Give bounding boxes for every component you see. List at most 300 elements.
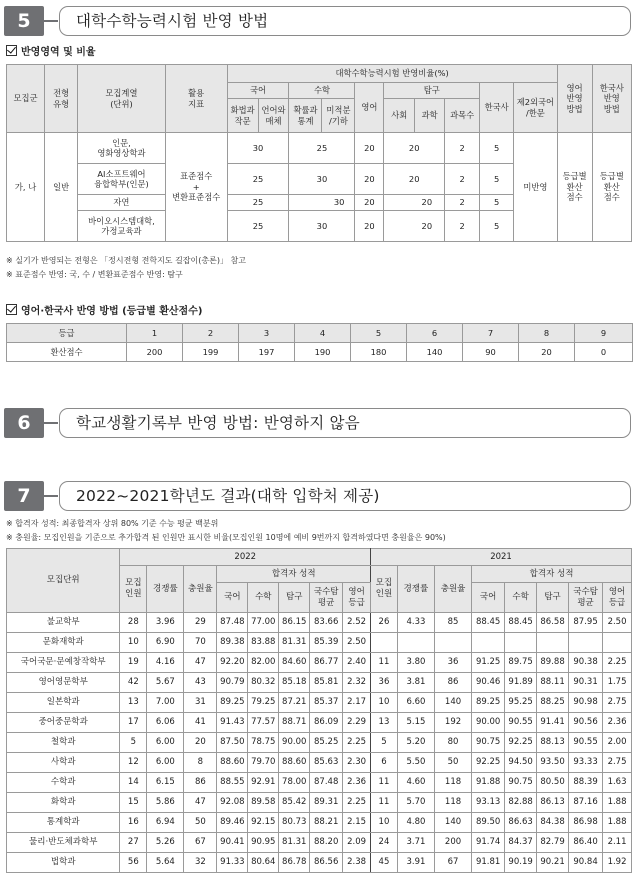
table-cell: 88.45 [472,613,505,633]
section-number: 7 [4,481,44,511]
table-cell: 2.75 [603,693,632,713]
table-cell: 92.08 [217,793,248,813]
table-cell: 90.38 [569,653,603,673]
table-cell: 6.60 [397,693,434,713]
header-year-2022: 2022 [120,549,371,566]
table-cell: 50 [184,813,217,833]
cell-english: 20 [355,164,384,195]
section-5-header [4,6,631,36]
results-table [6,548,632,873]
score-cell: 200 [127,343,183,362]
score-label: 환산점수 [7,343,127,362]
cell-major: 자연 [78,195,166,211]
table-cell: 87.16 [569,793,603,813]
table-cell: 85.63 [310,753,343,773]
table-cell: 2.29 [343,713,371,733]
header-ratio: 대학수학능력시험 반영비율(%) [227,65,557,83]
table-cell: 89.75 [505,653,537,673]
score-cell: 20 [519,343,575,362]
footnote: ※ 표준점수 반영: 국, 수 / 변환표준점수 반영: 탐구 [6,270,183,279]
header-recruit: 모집 인원 [371,566,398,613]
table-cell: 80.32 [248,673,279,693]
table-cell: 80.73 [279,813,310,833]
table-cell: 93.50 [537,753,569,773]
checkbox-icon [6,304,17,315]
table-cell: 86 [184,773,217,793]
table-cell: 47 [184,653,217,673]
table-cell: 47 [184,793,217,813]
cell-index: 표준점수 + 변환표준점수 [165,133,227,242]
header-math-2: 미적분 /기하 [322,99,355,133]
table-cell: 88.25 [537,693,569,713]
table-row [7,613,632,633]
table-cell: 36 [434,653,471,673]
table-cell: 77.00 [248,613,279,633]
grade-score-table [6,323,633,362]
table-cell: 85.25 [310,733,343,753]
grade-cell: 1 [127,324,183,343]
table-cell: 79.25 [248,693,279,713]
table-row [7,633,632,653]
table-cell: 90.41 [217,833,248,853]
table-cell: 85.42 [279,793,310,813]
unit-name: 영어영문학부 [7,673,120,693]
header-math: 수학 [289,83,355,99]
table-cell: 86.58 [537,613,569,633]
table-cell: 2.75 [603,753,632,773]
unit-name: 화학과 [7,793,120,813]
table-cell: 92.25 [505,733,537,753]
table-cell: 41 [184,713,217,733]
header-year-2021: 2021 [371,549,632,566]
table-cell: 1.75 [603,673,632,693]
table-cell: 83.88 [248,633,279,653]
table-cell: 92.91 [248,773,279,793]
table-cell: 10 [371,693,398,713]
header-english-grade: 영어 등급 [603,583,632,613]
footnote: ※ 실기가 반영되는 전형은 「정시전형 전학지도 길잡이(총론)」 참고 [6,256,246,265]
table-cell: 28 [120,613,147,633]
table-cell: 89.88 [537,653,569,673]
table-cell: 1.88 [603,793,632,813]
section-7-header [4,481,631,511]
table-cell: 78.75 [248,733,279,753]
table-cell: 86.09 [310,713,343,733]
table-cell: 50 [434,753,471,773]
header-english: 영어 [355,83,384,133]
unit-name: 국어국문·문예창작학부 [7,653,120,673]
unit-name: 철학과 [7,733,120,753]
grade-cell: 6 [407,324,463,343]
table-cell: 11 [371,793,398,813]
table-cell: 2.15 [343,813,371,833]
table-row [7,853,632,873]
table-cell [505,633,537,653]
table-cell: 87.50 [217,733,248,753]
table-cell: 6.94 [147,813,184,833]
table-cell: 45 [371,853,398,873]
table-cell: 82.88 [505,793,537,813]
table-cell: 118 [434,773,471,793]
cell-major: 바이오시스템대학, 가정교육과 [78,211,166,242]
subsection-title [6,43,96,58]
table-cell: 90.95 [248,833,279,853]
table-cell: 2.36 [343,773,371,793]
table-cell: 2.50 [343,633,371,653]
table-cell: 2.40 [343,653,371,673]
table-cell: 15 [120,793,147,813]
table-cell: 86 [434,673,471,693]
table-cell: 5.20 [397,733,434,753]
subsection-title [6,302,202,317]
header-second-lang: 제2외국어 /한문 [514,83,557,133]
header-fill-rate: 충원율 [184,566,217,613]
score-cell: 0 [575,343,633,362]
table-cell: 3.71 [397,833,434,853]
table-cell [371,633,398,653]
header-science: 과학 [415,99,445,133]
header-fill-rate: 충원율 [434,566,471,613]
header-group: 모집군 [7,65,45,133]
table-cell: 86.15 [279,613,310,633]
subsection-label: 영어·한국사 반영 방법 (등급별 환산점수) [21,306,203,317]
table-cell: 2.36 [603,713,632,733]
table-cell: 19 [120,653,147,673]
header-math: 수학 [248,583,279,613]
table-cell [472,633,505,653]
unit-name: 불교학부 [7,613,120,633]
table-cell: 90.00 [472,713,505,733]
table-cell: 83.66 [310,613,343,633]
table-cell [397,633,434,653]
table-cell [603,633,632,653]
table-cell: 4.60 [397,773,434,793]
grade-cell: 3 [239,324,295,343]
table-cell: 140 [434,693,471,713]
table-cell: 7.00 [147,693,184,713]
table-cell: 13 [371,713,398,733]
results-body [7,613,632,873]
table-row [7,753,632,773]
table-cell: 90.46 [472,673,505,693]
table-row [7,733,632,753]
table-row [7,653,632,673]
table-cell: 88.20 [310,833,343,853]
cell-inquiry: 20 [384,164,445,195]
table-cell: 88.60 [217,753,248,773]
table-cell: 90.55 [505,713,537,733]
table-cell: 2.38 [343,853,371,873]
cell-major: 인문, 영화영상학과 [78,133,166,164]
header-average: 국수탐 평균 [310,583,343,613]
cell-inquiry: 20 [384,133,445,164]
table-cell: 88.13 [537,733,569,753]
table-cell: 89.25 [217,693,248,713]
table-row [7,693,632,713]
cell-count: 2 [445,195,480,211]
table-cell: 91.74 [472,833,505,853]
cell-inquiry: 20 [384,211,445,242]
cell-math: 30 [289,195,355,211]
table-cell: 91.41 [537,713,569,733]
table-cell: 86.40 [569,833,603,853]
table-cell: 85.18 [279,673,310,693]
header-korean: 국어 [227,83,289,99]
table-cell: 89.50 [472,813,505,833]
table-cell: 91.25 [472,653,505,673]
table-cell: 5.86 [147,793,184,813]
table-cell: 56 [120,853,147,873]
header-math-1: 확률과 통계 [289,99,322,133]
table-cell: 5.67 [147,673,184,693]
table-cell: 118 [434,793,471,813]
header-subject-count: 과목수 [445,99,480,133]
table-cell: 86.77 [310,653,343,673]
table-cell: 36 [371,673,398,693]
table-cell: 89.31 [310,793,343,813]
table-cell: 2.32 [343,673,371,693]
table-cell: 67 [184,833,217,853]
table-row [7,813,632,833]
score-cell: 199 [183,343,239,362]
table-cell: 91.89 [505,673,537,693]
header-korean-2: 언어와 매체 [258,99,289,133]
section-number: 5 [4,6,44,36]
table-cell: 6.06 [147,713,184,733]
header-english-method: 영어 반영 방법 [557,65,592,133]
table-cell: 67 [434,853,471,873]
table-cell: 1.92 [603,853,632,873]
table-cell: 88.45 [505,613,537,633]
section-6-header [4,408,631,438]
table-cell: 84.60 [279,653,310,673]
grade-cell: 9 [575,324,633,343]
table-cell: 2.25 [603,653,632,673]
table-cell: 95.25 [505,693,537,713]
table-cell: 80 [434,733,471,753]
cell-type: 일반 [45,133,78,242]
cell-count: 2 [445,164,480,195]
cell-korean: 25 [227,164,289,195]
cell-inquiry: 20 [384,195,445,211]
table-cell: 11 [371,773,398,793]
table-cell: 16 [120,813,147,833]
unit-name: 문화재학과 [7,633,120,653]
table-cell: 2.52 [343,613,371,633]
table-cell: 90.98 [569,693,603,713]
table-cell: 82.79 [537,833,569,853]
unit-name: 일본학과 [7,693,120,713]
score-cell: 197 [239,343,295,362]
table-cell: 81.31 [279,833,310,853]
table-cell: 14 [120,773,147,793]
header-korean-1: 화법과 작문 [227,99,258,133]
table-cell: 94.50 [505,753,537,773]
table-cell: 2.09 [343,833,371,853]
table-cell: 5.64 [147,853,184,873]
table-cell: 3.81 [397,673,434,693]
table-row [7,833,632,853]
header-korean: 국어 [217,583,248,613]
table-cell: 92.20 [217,653,248,673]
table-cell: 85 [434,613,471,633]
table-cell: 90.00 [279,733,310,753]
ratio-table [6,64,632,242]
table-cell: 78.00 [279,773,310,793]
table-cell: 90.19 [505,853,537,873]
table-cell: 82.00 [248,653,279,673]
table-row [7,793,632,813]
table-cell: 26 [371,613,398,633]
table-cell: 2.11 [603,833,632,853]
table-cell: 86.56 [310,853,343,873]
table-cell: 88.21 [310,813,343,833]
table-cell: 88.55 [217,773,248,793]
table-cell: 17 [120,713,147,733]
cell-english: 20 [355,133,384,164]
header-major: 모집계열 (단위) [78,65,166,133]
cell-math: 25 [289,133,355,164]
table-cell: 88.71 [279,713,310,733]
table-cell: 77.57 [248,713,279,733]
table-cell: 5.50 [397,753,434,773]
table-cell: 70 [184,633,217,653]
unit-name: 통계학과 [7,813,120,833]
table-cell: 29 [184,613,217,633]
table-cell: 13 [120,693,147,713]
table-cell: 4.16 [147,653,184,673]
unit-name: 사학과 [7,753,120,773]
cell-korean: 25 [227,211,289,242]
header-english-grade: 영어 등급 [343,583,371,613]
table-cell: 90.55 [569,733,603,753]
header-social: 사회 [384,99,415,133]
table-cell: 84.37 [505,833,537,853]
table-cell: 10 [371,813,398,833]
cell-history: 5 [480,164,514,195]
grade-cell: 7 [463,324,519,343]
checkbox-icon [6,45,17,56]
table-cell: 20 [184,733,217,753]
score-cell: 180 [351,343,407,362]
table-cell: 88.11 [537,673,569,693]
header-math: 수학 [505,583,537,613]
table-cell: 140 [434,813,471,833]
table-cell: 2.25 [343,733,371,753]
table-cell: 87.48 [310,773,343,793]
table-cell: 5.26 [147,833,184,853]
table-cell: 1.63 [603,773,632,793]
cell-korean: 30 [227,133,289,164]
footnote: ※ 합격자 성적: 최종합격자 상위 80% 기준 수능 평균 백분위 [6,519,219,528]
subsection-label: 반영영역 및 비율 [21,47,96,58]
table-cell: 88.39 [569,773,603,793]
header-average: 국수탐 평균 [569,583,603,613]
table-cell: 86.13 [537,793,569,813]
cell-korean: 25 [227,195,289,211]
cell-count: 2 [445,211,480,242]
score-cell: 90 [463,343,519,362]
table-cell [569,633,603,653]
table-cell: 42 [120,673,147,693]
table-cell: 90.56 [569,713,603,733]
table-cell: 10 [120,633,147,653]
header-scores: 합격자 성적 [217,566,371,583]
table-cell: 5.15 [397,713,434,733]
score-cell: 140 [407,343,463,362]
table-cell: 85.81 [310,673,343,693]
table-cell: 91.33 [217,853,248,873]
table-cell: 79.70 [248,753,279,773]
table-cell: 32 [184,853,217,873]
unit-name: 물리·반도체과학부 [7,833,120,853]
table-cell: 89.46 [217,813,248,833]
table-cell: 80.50 [537,773,569,793]
cell-math: 30 [289,211,355,242]
table-cell: 87.95 [569,613,603,633]
unit-name: 수학과 [7,773,120,793]
table-cell: 90.79 [217,673,248,693]
table-cell: 5.70 [397,793,434,813]
table-cell: 200 [434,833,471,853]
footnote: ※ 충원율: 모집인원을 기준으로 추가합격 된 인원만 표시한 비율(모집인원 10명에 예비 9번까지 합격하였다면 충원율은 90%) [6,533,446,542]
table-cell: 8 [184,753,217,773]
table-cell: 2.25 [343,793,371,813]
table-cell: 87.21 [279,693,310,713]
table-cell: 90.75 [472,733,505,753]
cell-major: AI소프트웨어 융합학부(인문) [78,164,166,195]
unit-name: 중어중문학과 [7,713,120,733]
table-cell: 11 [371,653,398,673]
header-inquiry: 탐구 [537,583,569,613]
table-cell: 93.33 [569,753,603,773]
cell-second-lang: 미반영 [514,133,557,242]
table-cell: 90.21 [537,853,569,873]
header-competition: 경쟁률 [147,566,184,613]
cell-english: 20 [355,211,384,242]
table-cell: 4.33 [397,613,434,633]
table-cell: 90.31 [569,673,603,693]
cell-history: 5 [480,211,514,242]
table-cell: 92.15 [248,813,279,833]
cell-english-method: 등급별 환산 점수 [557,133,592,242]
table-row [7,673,632,693]
cell-count: 2 [445,133,480,164]
cell-english: 20 [355,195,384,211]
table-cell: 86.98 [569,813,603,833]
section-title: 학교생활기록부 반영 방법: 반영하지 않음 [59,408,631,438]
table-cell: 5 [371,733,398,753]
table-cell: 80.64 [248,853,279,873]
table-cell: 3.91 [397,853,434,873]
table-cell [537,633,569,653]
table-cell: 6.00 [147,753,184,773]
table-cell: 84.38 [537,813,569,833]
table-cell: 1.88 [603,813,632,833]
header-scores: 합격자 성적 [472,566,632,583]
score-cell: 190 [295,343,351,362]
table-cell: 92.25 [472,753,505,773]
grade-cell: 5 [351,324,407,343]
header-index: 활용 지표 [165,65,227,133]
section-number: 6 [4,408,44,438]
cell-math: 30 [289,164,355,195]
table-cell: 93.13 [472,793,505,813]
table-cell: 5 [120,733,147,753]
table-cell: 2.17 [343,693,371,713]
section-title: 대학수학능력시험 반영 방법 [59,6,631,36]
table-cell: 87.48 [217,613,248,633]
